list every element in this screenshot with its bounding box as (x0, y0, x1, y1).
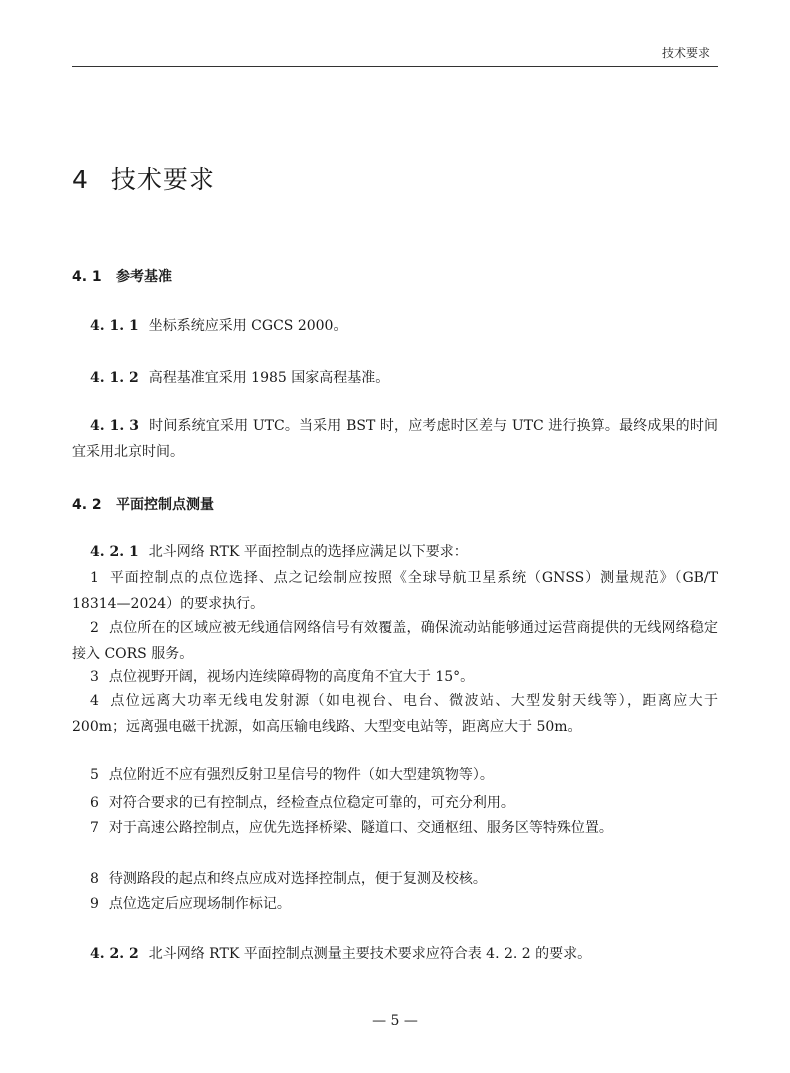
page-number: — 5 — (372, 1013, 418, 1029)
header-rule (72, 66, 718, 67)
item-number: 3 (90, 669, 99, 685)
section-title: 参考基准 (116, 269, 172, 285)
list-item-5 (72, 762, 718, 788)
clause-4-1-3 (72, 413, 718, 465)
item-text: 对于高速公路控制点，应优先选择桥梁、隧道口、交通枢纽、服务区等特殊位置。 (108, 820, 613, 836)
item-number: 8 (90, 871, 99, 887)
item-number: 1 (90, 570, 99, 586)
clause-number: 4. 1. 1 (90, 318, 139, 334)
chapter-title-text: 技术要求 (110, 165, 215, 194)
item-text: 待测路段的起点和终点应成对选择控制点，便于复测及校核。 (108, 871, 487, 887)
section-heading-4-1 (72, 266, 172, 286)
clause-number: 4. 1. 3 (90, 418, 140, 434)
list-item-9 (72, 891, 718, 917)
clause-number: 4. 2. 2 (90, 946, 139, 962)
list-item-3 (72, 664, 718, 690)
clause-number: 4. 2. 1 (90, 544, 139, 560)
section-heading-4-2 (72, 494, 214, 514)
clause-number: 4. 1. 2 (90, 370, 139, 386)
section-title: 平面控制点测量 (116, 497, 214, 513)
clause-text: 时间系统宜采用 UTC。当采用 BST 时，应考虑时区差与 UTC 进行换算。最终成果的时间宜采用北京时间。 (72, 418, 718, 460)
clause-4-1-1 (72, 313, 718, 339)
section-number: 4. 1 (72, 269, 102, 285)
clause-text: 北斗网络 RTK 平面控制点测量主要技术要求应符合表 4. 2. 2 的要求。 (148, 946, 592, 962)
item-text: 点位附近不应有强烈反射卫星信号的物件（如大型建筑物等）。 (108, 767, 494, 783)
clause-text: 坐标系统应采用 CGCS 2000。 (148, 318, 348, 334)
item-text: 点位视野开阔，视场内连续障碍物的高度角不宜大于 15°。 (108, 669, 475, 685)
clause-text: 北斗网络 RTK 平面控制点的选择应满足以下要求： (148, 544, 468, 560)
item-text: 平面控制点的点位选择、点之记绘制应按照《全球导航卫星系统（GNSS）测量规范》（GB/T 18314—2024）的要求执行。 (72, 570, 718, 612)
section-number: 4. 2 (72, 497, 102, 513)
clause-4-2-1 (72, 539, 718, 565)
item-number: 5 (90, 767, 99, 783)
list-item-4 (72, 688, 718, 740)
item-text: 点位所在的区域应被无线通信网络信号有效覆盖，确保流动站能够通过运营商提供的无线网络稳定接入 CORS 服务。 (72, 620, 718, 662)
clause-text: 高程基准宜采用 1985 国家高程基准。 (148, 370, 390, 386)
chapter-number: 4 (72, 165, 89, 194)
item-text: 点位选定后应现场制作标记。 (108, 896, 291, 912)
clause-4-1-2 (72, 365, 718, 391)
clause-4-2-2 (72, 941, 718, 967)
list-item-7 (72, 815, 718, 841)
item-text: 对符合要求的已有控制点，经检查点位稳定可靠的，可充分利用。 (108, 795, 515, 811)
chapter-title (72, 160, 215, 196)
list-item-8 (72, 866, 718, 892)
list-item-6 (72, 790, 718, 816)
item-number: 6 (90, 795, 99, 811)
item-number: 2 (90, 620, 99, 636)
item-number: 9 (90, 896, 99, 912)
list-item-1 (72, 565, 718, 617)
list-item-2 (72, 615, 718, 667)
item-number: 4 (90, 693, 99, 709)
item-number: 7 (90, 820, 99, 836)
item-text: 点位远离大功率无线电发射源（如电视台、电台、微波站、大型发射天线等），距离应大于 200m；远离强电磁干扰源，如高压输电线路、大型变电站等，距离应大于 50m。 (72, 693, 718, 735)
running-header: 技术要求 (661, 46, 710, 60)
